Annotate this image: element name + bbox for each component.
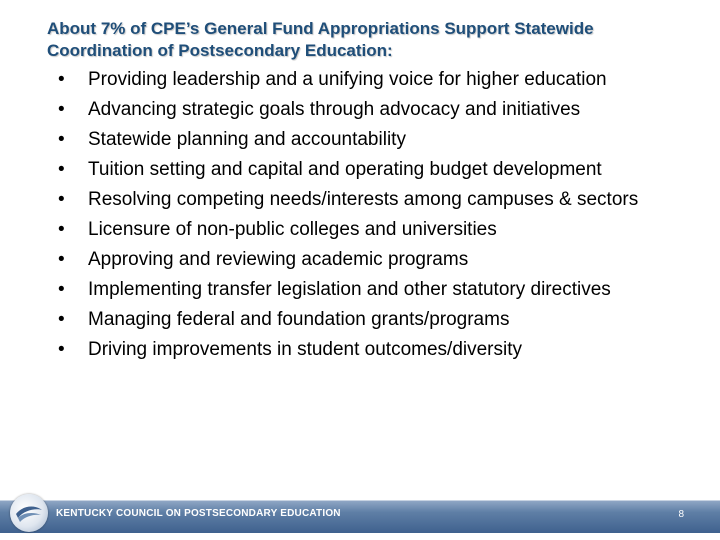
list-item xyxy=(56,68,696,92)
bullet-icon: • xyxy=(58,249,65,270)
bullet-icon: • xyxy=(58,69,65,90)
footer-organization: KENTUCKY COUNCIL ON POSTSECONDARY EDUCATION xyxy=(56,508,341,519)
list-item xyxy=(56,308,696,332)
list-item-text: Licensure of non-public colleges and universities xyxy=(88,219,497,240)
bullet-icon: • xyxy=(58,219,65,240)
list-item-text: Approving and reviewing academic programs xyxy=(88,249,469,270)
council-logo-icon xyxy=(10,494,48,532)
list-item xyxy=(56,98,696,122)
list-item-text: Providing leadership and a unifying voice for higher education xyxy=(88,69,607,90)
list-item xyxy=(56,218,696,242)
list-item-text: Managing federal and foundation grants/programs xyxy=(88,309,510,330)
list-item-text: Implementing transfer legislation and other statutory directives xyxy=(88,279,611,300)
list-item xyxy=(56,158,696,182)
list-item-text: Resolving competing needs/interests among campuses & sectors xyxy=(88,189,639,210)
list-item-text: Advancing strategic goals through advocacy and initiatives xyxy=(88,99,581,120)
bullet-list xyxy=(56,68,696,368)
bullet-icon: • xyxy=(58,309,65,330)
bullet-icon: • xyxy=(58,339,65,360)
list-item xyxy=(56,278,696,302)
list-item xyxy=(56,188,696,212)
list-item xyxy=(56,248,696,272)
bullet-icon: • xyxy=(58,129,65,150)
list-item-text: Driving improvements in student outcomes/diversity xyxy=(88,339,523,360)
bullet-icon: • xyxy=(58,279,65,300)
list-item-text: Tuition setting and capital and operating budget development xyxy=(88,159,602,180)
bullet-icon: • xyxy=(58,99,65,120)
list-item xyxy=(56,338,696,362)
bullet-icon: • xyxy=(58,189,65,210)
page-number: 8 xyxy=(678,509,684,520)
list-item xyxy=(56,128,696,152)
bullet-icon: • xyxy=(58,159,65,180)
list-item-text: Statewide planning and accountability xyxy=(88,129,406,150)
slide-title: About 7% of CPE’s General Fund Appropriations Support Statewide Coordination of Postsecondary Education: xyxy=(47,19,594,60)
